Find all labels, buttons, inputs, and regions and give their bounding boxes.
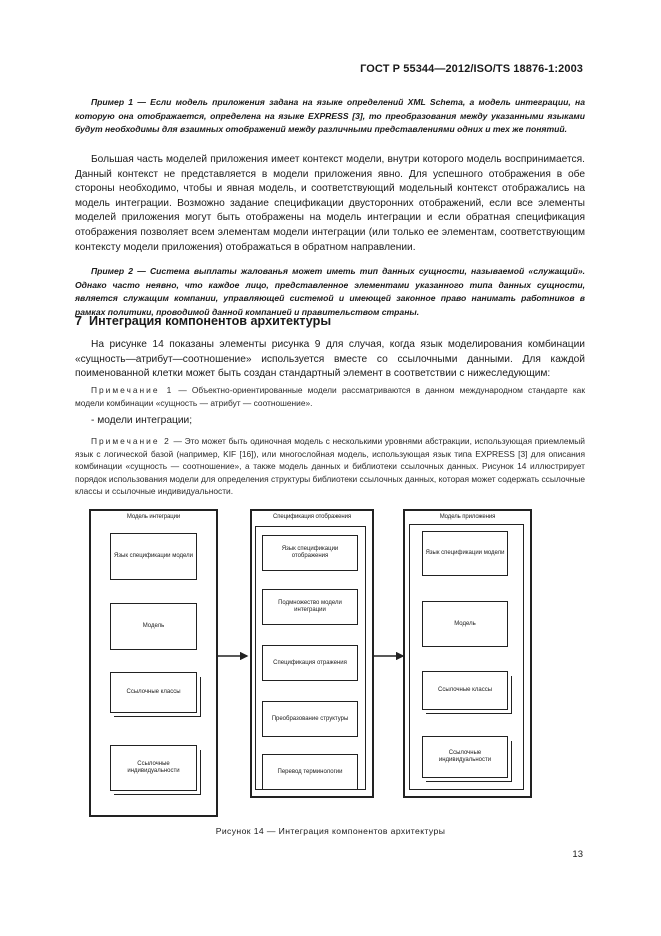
right-box-reference-classes: Ссылочные классы — [422, 671, 508, 710]
right-box-reference-individuals: Ссылочные индивидуальности — [422, 736, 508, 778]
standard-header: ГОСТ Р 55344—2012/ISO/TS 18876-1:2003 — [360, 63, 583, 75]
list-item-integration-models: - модели интеграции; — [91, 415, 193, 426]
application-model-title: Модель приложения — [439, 514, 496, 520]
paragraph-figure-intro: На рисунке 14 показаны элементы рисунка 9 для случая, когда язык моделирования комбинации «сущность—атрибут—соотношение» используется вместе со ссылочными данными. Для каждой поименованной клетки может быть создан стандартный элемент в соответствии с нижеследующим: — [75, 339, 585, 380]
note-2-text: — Это может быть одиночная модель с несколькими уровнями абстракции, использующая приемлемый язык с логической базой (например, KIF [16]), или многослойная модель, использующая язык типа EXPRESS [3] для описания комбинации «сущность — соотношение», а также модель данных и библиотеки ссылочных данных. Рисунок 14 иллюстрирует порядок использования модели для определения структуры библиотеки ссылочных данных, которая может содержать ссылочные классы и ссылочные индивидуальности. — [75, 436, 585, 497]
center-box-structure-transform: Преобразование структуры — [262, 701, 358, 737]
section-number: 7 — [75, 314, 83, 328]
note-1-text: — Объектно-ориентированные модели рассматриваются в данном международном стандарте как модели комбинации «сущность — атрибут — соотношение». — [75, 385, 585, 408]
center-box-spec-language: Язык спецификации отображения — [262, 535, 358, 571]
figure-caption: Рисунок 14 — Интеграция компонентов архитектуры — [215, 826, 446, 836]
mapping-spec-title: Спецификация отображения — [273, 514, 351, 520]
paragraph-context: Большая часть моделей приложения имеет контекст модели, внутри которого модель воспринимается. Данный контекст не представляется в модели приложения явно. Для успешного отображения в обе стороны необходимо, чтобы и явная модель, и соответствующий модельный контекст отображались на модель интеграции. Возможно задание спецификации двусторонних отображений, если все элементы моделей приложения могут быть отображены на модель интеграции и если обратная спецификация отображения позволяет всем элементам модели интеграции (или только ее элементам, соответствующим контексту модели приложения) отображаться в обратном направлении. — [75, 154, 585, 253]
section-title: Интеграция компонентов архитектуры — [89, 314, 332, 328]
example-2-text: — Система выплаты жалованья может иметь тип данных сущности, называемой «служащий». Однако часто неявно, что каждое лицо, представленное элементами указанного типа данных сущности, является служащим компании, управляющей системой и имеющей законное право нанимать работников в рамках политики, проводимой данной компанией и правительством страны. — [75, 266, 585, 317]
note-1-label: Примечание 1 — [91, 385, 174, 395]
center-box-reflection-spec: Спецификация отражения — [262, 645, 358, 681]
left-box-spec-language: Язык спецификации модели — [110, 533, 197, 580]
right-box-model: Модель — [422, 601, 508, 647]
center-box-terminology-translation: Перевод терминологии — [262, 754, 358, 790]
left-box-reference-classes: Ссылочные классы — [110, 672, 197, 713]
integration-model-title: Модель интеграции — [126, 514, 181, 520]
example-1-text: — Если модель приложения задана на языке определений XML Schema, а модель интеграции, на которую она отображается, определена на языке EXPRESS [3], то преобразования между указанными языками будут необходимы для взаимных отображений между различными представлениями одних и тех же понятий. — [75, 97, 585, 135]
right-box-spec-language: Язык спецификации модели — [422, 531, 508, 576]
left-box-model: Модель — [110, 603, 197, 650]
page-number: 13 — [572, 849, 583, 860]
note-2-label: Примечание 2 — [91, 436, 171, 446]
left-box-reference-individuals: Ссылочные индивидуальности — [110, 745, 197, 791]
example-2-label: Пример 2 — [91, 266, 134, 276]
center-box-integration-subset: Подмножество модели интеграции — [262, 589, 358, 625]
example-1-label: Пример 1 — [91, 97, 134, 107]
